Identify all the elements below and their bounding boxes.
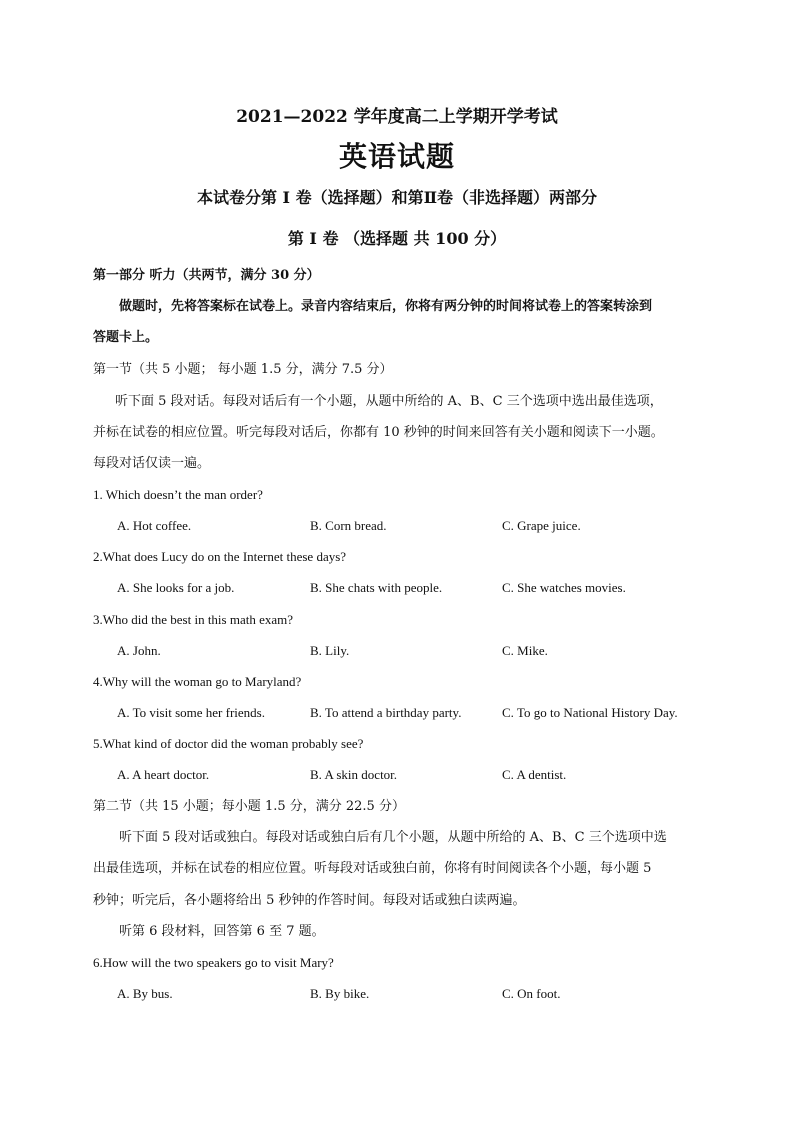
question-3-option-c: C. Mike. bbox=[502, 643, 548, 658]
question-5: 5.What kind of doctor did the woman probably see? bbox=[93, 736, 364, 751]
section1-title: 第一节（共 5 小题； 每小题 1.5 分，满分 7.5 分） bbox=[93, 362, 393, 377]
question-2-option-b: B. She chats with people. bbox=[310, 580, 443, 595]
question-4-option-a: A. To visit some her friends. bbox=[117, 705, 265, 720]
question-3: 3.Who did the best in this math exam? bbox=[93, 612, 294, 627]
question-2: 2.What does Lucy do on the Internet these days? bbox=[93, 549, 347, 564]
section1-instr-line1: 听下面 5 段对话。每段对话后有一个小题，从题中所给的 A、B、C 三个选项中选出最佳选项， bbox=[115, 394, 663, 409]
question-4-option-c: C. To go to National History Day. bbox=[502, 705, 678, 720]
section2-instr-line2: 出最佳选项，并标在试卷的相应位置。听每段对话或独白前，你将有时间阅读各个小题，每小题 5 bbox=[93, 861, 652, 876]
section1-instr-line3: 每段对话仅读一遍。 bbox=[93, 456, 211, 471]
question-4-option-b: B. To attend a birthday party. bbox=[310, 705, 462, 720]
question-5-option-b: B. A skin doctor. bbox=[310, 767, 398, 782]
section2-title: 第二节（共 15 小题；每小题 1.5 分，满分 22.5 分） bbox=[93, 799, 405, 814]
question-1: 1. Which doesn’t the man order? bbox=[93, 487, 263, 502]
part1-note-line1: 做题时，先将答案标在试卷上。录音内容结束后，你将有两分钟的时间将试卷上的答案转涂到 bbox=[119, 299, 653, 314]
part1-title: 第一部分 听力（共两节，满分 30 分） bbox=[93, 268, 320, 283]
question-1-option-c: C. Grape juice. bbox=[502, 518, 581, 533]
question-5-option-a: A. A heart doctor. bbox=[117, 767, 210, 782]
paper-structure: 本试卷分第 I 卷（选择题）和第Ⅱ卷（非选择题）两部分 bbox=[196, 188, 598, 207]
question-6-option-a: A. By bus. bbox=[117, 986, 173, 1001]
exam-title: 2021—2022 学年度高二上学期开学考试 bbox=[236, 107, 558, 127]
question-1-option-a: A. Hot coffee. bbox=[117, 518, 192, 533]
section2-instr-line3: 秒钟；听完后，各小题将给出 5 秒钟的作答时间。每段对话或独白读两遍。 bbox=[93, 893, 526, 908]
part1-note-line2: 答题卡上。 bbox=[93, 330, 159, 345]
question-4: 4.Why will the woman go to Maryland? bbox=[93, 674, 302, 689]
question-3-option-a: A. John. bbox=[117, 643, 161, 658]
subject-title: 英语试题 bbox=[338, 140, 455, 173]
question-6-option-c: C. On foot. bbox=[502, 986, 561, 1001]
question-6-option-b: B. By bike. bbox=[310, 986, 370, 1001]
section1-instr-line2: 并标在试卷的相应位置。听完每段对话后，你都有 10 秒钟的时间来回答有关小题和阅读下一小题。 bbox=[93, 425, 664, 440]
question-5-option-c: C. A dentist. bbox=[502, 767, 567, 782]
question-1-option-b: B. Corn bread. bbox=[310, 518, 387, 533]
question-6: 6.How will the two speakers go to visit Mary? bbox=[93, 955, 334, 970]
section2-material: 听第 6 段材料，回答第 6 至 7 题。 bbox=[119, 924, 325, 939]
question-3-option-b: B. Lily. bbox=[310, 643, 350, 658]
section2-instr-line1: 听下面 5 段对话或独白。每段对话或独白后有几个小题，从题中所给的 A、B、C 三个选项中选 bbox=[119, 830, 667, 845]
volume-title: 第 I 卷 （选择题 共 100 分） bbox=[287, 229, 507, 248]
question-2-option-c: C. She watches movies. bbox=[502, 580, 626, 595]
question-2-option-a: A. She looks for a job. bbox=[117, 580, 235, 595]
